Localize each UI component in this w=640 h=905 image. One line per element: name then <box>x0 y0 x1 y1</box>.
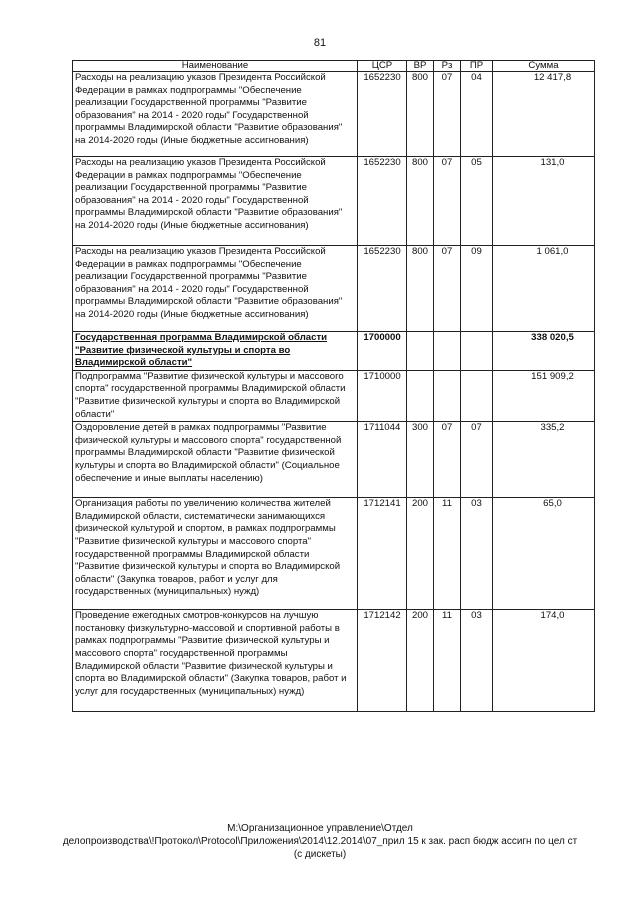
header-pr: ПР <box>461 61 493 72</box>
table-header-row <box>73 61 595 72</box>
footer-path-line-1: M:\Организационное управление\Отдел <box>227 823 413 834</box>
cell-vr: 800 <box>407 157 434 246</box>
table-row <box>73 72 595 157</box>
header-csr: ЦСР <box>358 61 407 72</box>
table-row <box>73 422 595 498</box>
footer-path-line-2: делопроизводства\!Протокол\Protocol\Приложения\2014\12.2014\07_прил 15 к зак. расп бюдж ассигн по цел ст <box>62 836 578 847</box>
cell-csr: 1652230 <box>358 157 407 246</box>
cell-csr: 1652230 <box>358 246 407 332</box>
page-number: 81 <box>313 37 327 49</box>
cell-csr: 1712142 <box>358 610 407 712</box>
cell-sum: 1 061,0 <box>493 246 595 332</box>
cell-vr: 200 <box>407 498 434 610</box>
table-row <box>73 498 595 610</box>
header-vr: ВР <box>407 61 434 72</box>
cell-pr: 03 <box>461 610 493 712</box>
cell-rz: 07 <box>434 72 461 157</box>
cell-vr: 300 <box>407 422 434 498</box>
cell-pr: 04 <box>461 72 493 157</box>
cell-name: Расходы на реализацию указов Президента Российской Федерации в рамках подпрограммы "Обеспечение реализации Государственной программы "Развитие образования" на 2014 - 2020 годы" Государственной программы Владимирской области "Развитие образования" на 2014-2020 годы (Иные бюджетные ассигнования) <box>73 157 358 246</box>
table-row <box>73 246 595 332</box>
cell-sum: 335,2 <box>493 422 595 498</box>
cell-sum: 12 417,8 <box>493 72 595 157</box>
cell-rz: 07 <box>434 246 461 332</box>
cell-name: Расходы на реализацию указов Президента Российской Федерации в рамках подпрограммы "Обеспечение реализации Государственной программы "Развитие образования" на 2014 - 2020 годы" Государственной программы Владимирской области "Развитие образования" на 2014-2020 годы (Иные бюджетные ассигнования) <box>73 246 358 332</box>
cell-pr: 03 <box>461 498 493 610</box>
cell-rz: 07 <box>434 422 461 498</box>
cell-csr: 1710000 <box>358 370 407 421</box>
cell-sum: 151 909,2 <box>493 370 595 421</box>
cell-name <box>73 332 358 371</box>
cell-sum: 338 020,5 <box>493 332 595 371</box>
cell-name: Подпрограмма "Развитие физической культуры и массового спорта" государственной программы Владимирской области "Развитие физической культуры и спорта во Владимирской области" <box>73 370 358 421</box>
table-row <box>73 610 595 712</box>
cell-vr <box>407 370 434 421</box>
cell-vr: 800 <box>407 72 434 157</box>
cell-sum: 174,0 <box>493 610 595 712</box>
cell-pr <box>461 370 493 421</box>
cell-pr <box>461 332 493 371</box>
cell-rz: 07 <box>434 157 461 246</box>
cell-rz: 11 <box>434 610 461 712</box>
cell-csr: 1711044 <box>358 422 407 498</box>
cell-csr: 1712141 <box>358 498 407 610</box>
cell-rz: 11 <box>434 498 461 610</box>
cell-vr <box>407 332 434 371</box>
cell-rz <box>434 332 461 371</box>
cell-pr: 07 <box>461 422 493 498</box>
header-sum: Сумма <box>493 61 595 72</box>
table-row <box>73 157 595 246</box>
cell-sum: 131,0 <box>493 157 595 246</box>
cell-vr: 200 <box>407 610 434 712</box>
program-title: Государственная программа Владимирской области "Развитие физической культуры и спорта во Владимирской области" <box>75 332 328 369</box>
cell-name: Расходы на реализацию указов Президента Российской Федерации в рамках подпрограммы "Обеспечение реализации Государственной программы "Развитие образования" на 2014 - 2020 годы" Государственной программы Владимирской области "Развитие образования" на 2014-2020 годы (Иные бюджетные ассигнования) <box>73 72 358 157</box>
cell-pr: 05 <box>461 157 493 246</box>
cell-name: Оздоровление детей в рамках подпрограммы "Развитие физической культуры и массового спорта" государственной программы Владимирской области "Развитие физической культуры и спорта во Владимирской области" (Социальное обеспечение и иные выплаты населению) <box>73 422 358 498</box>
cell-csr: 1700000 <box>358 332 407 371</box>
cell-name: Проведение ежегодных смотров-конкурсов на лучшую постановку физкультурно-массовой и спортивной работы в рамках подпрограммы "Развитие физической культуры и массового спорта" государственной программы Владимирской области "Развитие физической культуры и спорта во Владимирской области" (Закупка товаров, работ и услуг для государственных (муниципальных) нужд) <box>73 610 358 712</box>
table-row <box>73 332 595 371</box>
cell-rz <box>434 370 461 421</box>
document-footer <box>40 822 600 861</box>
cell-pr: 09 <box>461 246 493 332</box>
cell-sum: 65,0 <box>493 498 595 610</box>
cell-vr: 800 <box>407 246 434 332</box>
cell-name: Организация работы по увеличению количества жителей Владимирской области, систематически занимающихся физической культурой и спортом, в рамках подпрограммы "Развитие физической культуры и массового спорта" государственной программы Владимирской области "Развитие физической культуры и спорта во Владимирской области" (Закупка товаров, работ и услуг для государственных (муниципальных) нужд) <box>73 498 358 610</box>
budget-table <box>72 60 595 712</box>
footer-path-line-3: (с дискеты) <box>293 849 347 860</box>
cell-csr: 1652230 <box>358 72 407 157</box>
table-row <box>73 370 595 421</box>
header-name: Наименование <box>73 61 358 72</box>
header-rz: Рз <box>434 61 461 72</box>
